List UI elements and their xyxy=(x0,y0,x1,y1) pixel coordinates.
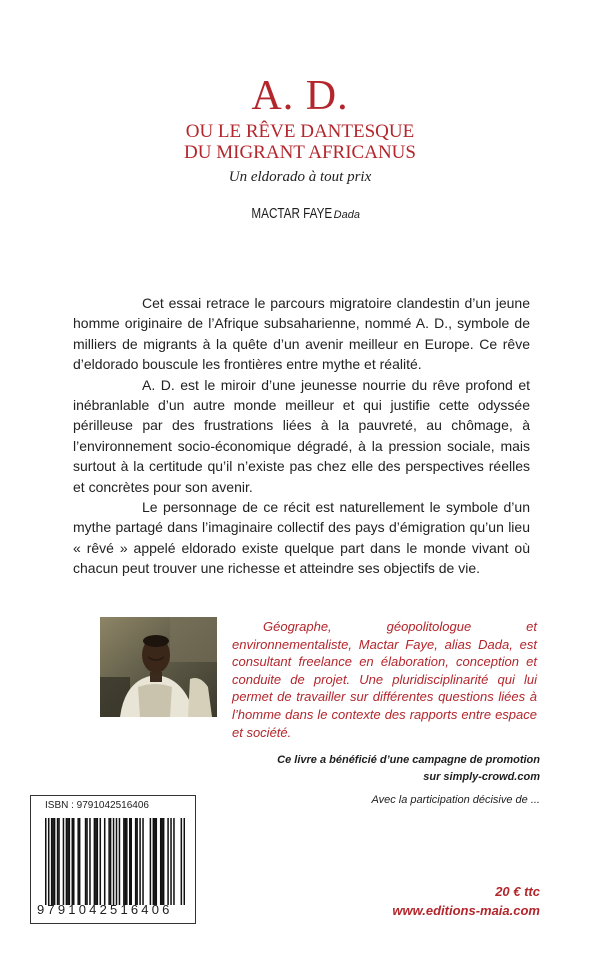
book-tagline: Un eldorado à tout prix xyxy=(228,169,372,185)
barcode-bar xyxy=(73,818,75,905)
barcode-bar xyxy=(129,818,131,905)
barcode-bar xyxy=(58,818,60,905)
barcode-bar xyxy=(170,818,172,905)
barcode-bar xyxy=(94,818,96,905)
barcode-bar xyxy=(85,818,87,905)
barcode-bar xyxy=(130,818,132,905)
barcode-bar xyxy=(167,818,169,905)
barcode-bar xyxy=(104,818,106,905)
barcode-bar xyxy=(173,818,175,905)
barcode-bar xyxy=(100,818,102,905)
barcode-bar xyxy=(136,818,138,905)
barcode-digits: 9791042516406 xyxy=(37,902,173,917)
author-name: MACTAR FAYE xyxy=(251,205,333,222)
barcode-bar xyxy=(181,818,183,905)
barcode-bar xyxy=(113,818,115,905)
barcode-bar xyxy=(126,818,128,905)
author-photo xyxy=(100,617,217,717)
barcode-bar xyxy=(123,818,125,905)
barcode-bar xyxy=(154,818,156,905)
barcode-bar xyxy=(72,818,74,905)
barcode-bar xyxy=(86,818,88,905)
summary-paragraph: Le personnage de ce récit est naturellement le symbole d’un mythe partagé dans l’imaginaire collectif des pays d’émigration qu’un lieu « rêvé » appelé eldorado existe quelque part dans le monde vivant où chacun peut trouver une richesse et atteindre ses objectifs de vie. xyxy=(73,499,530,577)
barcode-bar xyxy=(110,818,112,905)
barcode-bar xyxy=(156,818,158,905)
promo-line-2: sur simply-crowd.com xyxy=(423,771,540,783)
summary-paragraph: A. D. est le miroir d’une jeunesse nourrie du rêve profond et inébranlable d’un autre monde meilleur et qui justifie cette odyssée périlleuse par des frustrations liées à la pauvreté, au chômage, à l’environnement socio-économique dégradé, à la pression sociale, mais surtout à la certitude qu’il n’existe pas chez elle des perspectives réelles et concrètes pour son avenir. xyxy=(73,376,530,495)
isbn-label: ISBN : 9791042516406 xyxy=(45,800,149,811)
subtitle-line-1: OU LE RÊVE DANTESQUE xyxy=(185,121,415,142)
barcode-bar xyxy=(119,818,121,905)
barcode-bar xyxy=(161,818,163,905)
barcode-bar xyxy=(139,818,141,905)
summary-paragraph: Cet essai retrace le parcours migratoire clandestin d’un jeune homme originaire de l’Afrique subsaharienne, nommé A. D., symbole de milliers de migrants à la quête d’un avenir meilleur en Europe. Ce rêve d’eldorado bouscule les frontières entre mythe et réalité. xyxy=(73,295,530,373)
author-alias: Dada xyxy=(333,209,360,221)
isbn-box xyxy=(30,795,196,924)
barcode-bar xyxy=(57,818,59,905)
book-title: A. D. xyxy=(251,73,349,119)
author-photo-image xyxy=(100,617,217,717)
barcode-bar xyxy=(160,818,162,905)
subtitle-line-2: DU MIGRANT AFRICANUS xyxy=(184,142,416,163)
book-summary xyxy=(73,293,530,579)
barcode-bar xyxy=(95,818,97,905)
book-subtitle xyxy=(0,121,600,163)
barcode-bar xyxy=(135,818,137,905)
barcode-bar xyxy=(125,818,127,905)
barcode-bar xyxy=(48,818,50,905)
author-bio: Géographe, géopolitologue et environnementaliste, Mactar Faye, alias Dada, est consultant freelance en élaboration, conception et conduite de projet. Une pluridisciplinarité qui lui permet de travailler sur différentes questions liées à l’homme dans le contexte des rapports entre espace et société. xyxy=(232,619,537,740)
barcode-bar xyxy=(184,818,185,905)
barcode-bar xyxy=(153,818,155,905)
barcode-bar xyxy=(108,818,110,905)
publisher-website: www.editions-maia.com xyxy=(392,903,540,918)
barcode-bar xyxy=(52,818,54,905)
participation-note: Avec la participation décisive de ... xyxy=(371,794,540,806)
barcode-bar xyxy=(150,818,152,905)
barcode-bar xyxy=(45,818,47,905)
barcode-bar xyxy=(163,818,165,905)
barcode-bar xyxy=(69,818,71,905)
barcode-bar xyxy=(51,818,53,905)
barcode-bar xyxy=(116,818,118,905)
barcode-bar xyxy=(67,818,69,905)
barcode-bar xyxy=(77,818,79,905)
barcode-bar xyxy=(63,818,65,905)
barcode-bar xyxy=(79,818,81,905)
barcode-bar xyxy=(142,818,144,905)
promo-notice xyxy=(180,752,540,786)
promo-line-1: Ce livre a bénéficié d’une campagne de promotion xyxy=(277,754,540,766)
barcode-bar xyxy=(89,818,91,905)
barcode-bar xyxy=(97,818,99,905)
price: 20 € ttc xyxy=(495,884,540,899)
barcode xyxy=(45,818,185,905)
author-line xyxy=(0,205,600,223)
barcode-bar xyxy=(66,818,68,905)
barcode-bar xyxy=(54,818,56,905)
